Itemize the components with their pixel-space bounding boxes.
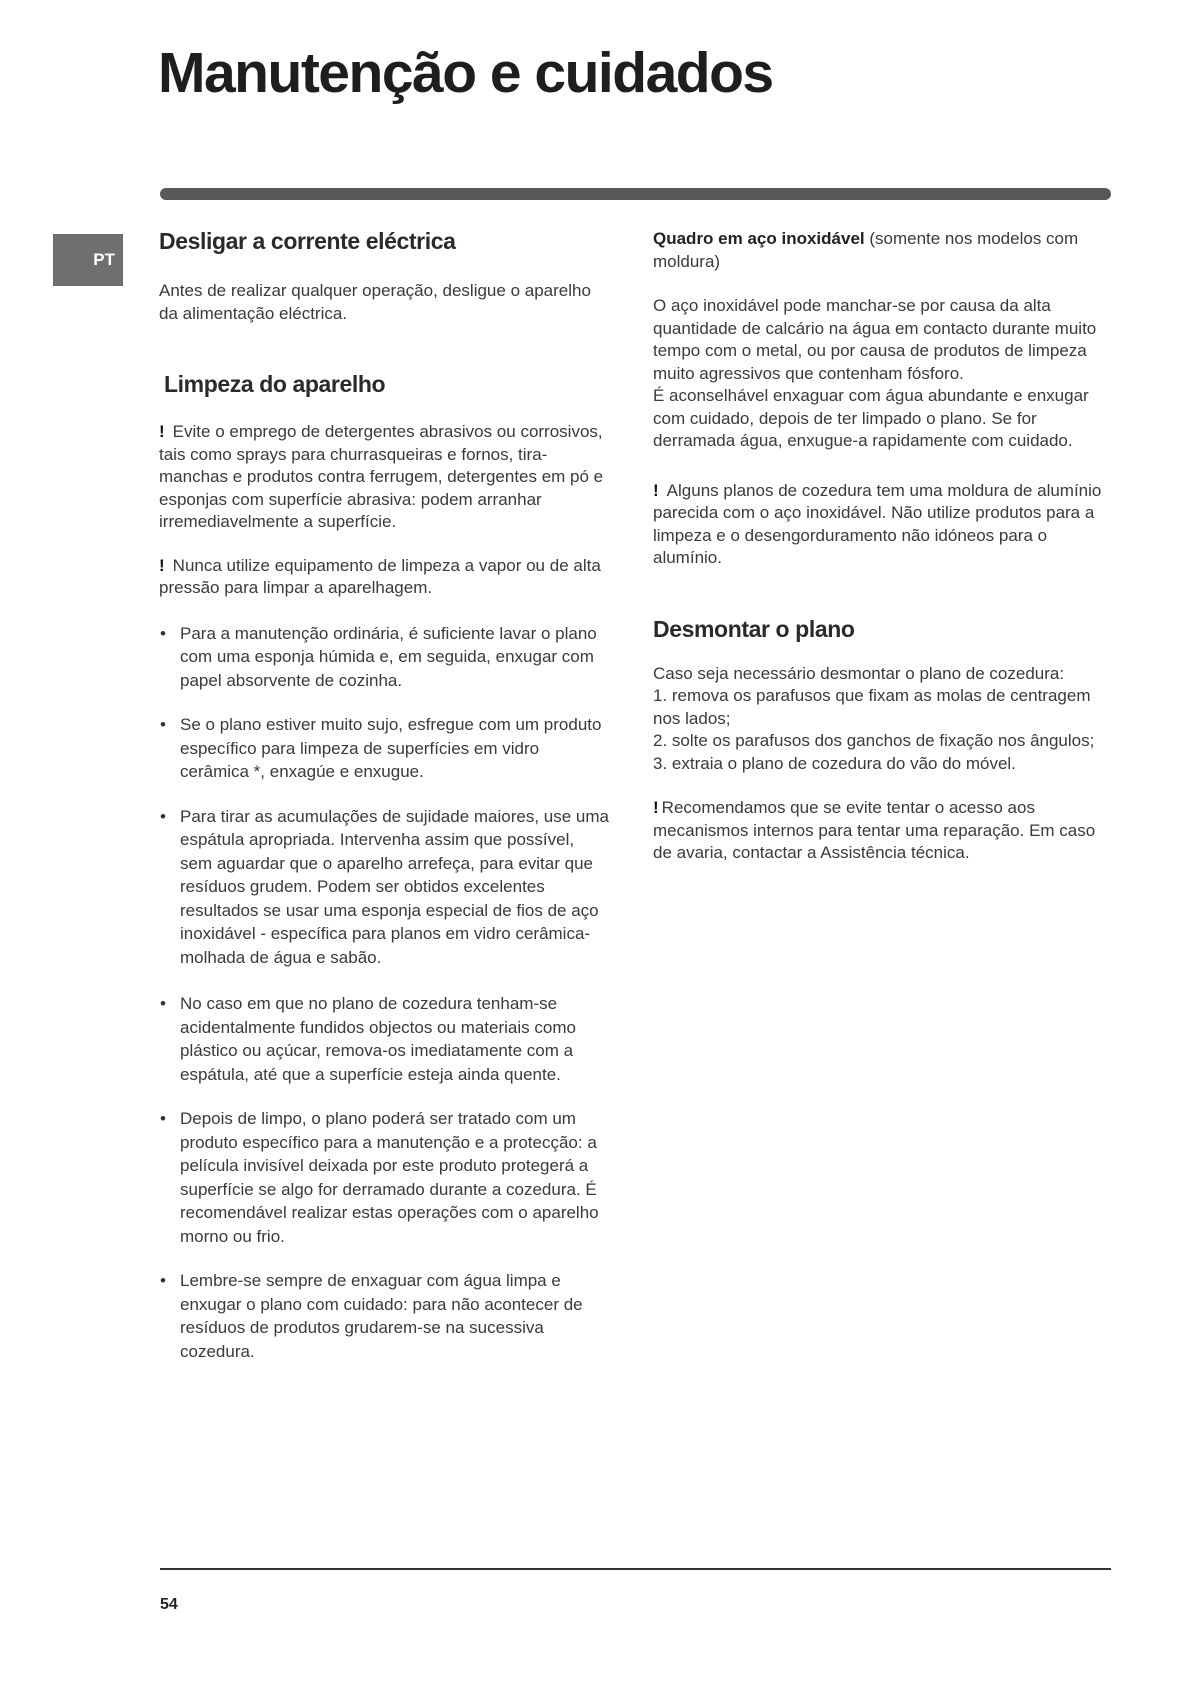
list-item-text: Para tirar as acumulações de sujidade maiores, use uma espátula apropriada. Intervenha assim que possível, sem aguardar que o aparelho arrefeça, para evitar que resíduos grudem. Podem ser obtidos excelentes resultados se usar uma esponja especial de fios de aço inoxidável - específica para planos em vidro cerâmica- molhada de água e sabão. bbox=[180, 806, 609, 967]
bullet-icon: • bbox=[160, 715, 166, 734]
warning-repair bbox=[653, 797, 1103, 865]
warning-abrasives-text: Evite o emprego de detergentes abrasivos ou corrosivos, tais como sprays para churrasqueiras e fornos, tira-manchas e produtos contra ferrugem, detergentes em pó e esponjas com superfície abrasiva: podem arranhar irremediavelmente a superfície. bbox=[159, 422, 604, 531]
list-item bbox=[159, 1269, 609, 1363]
section-heading-dismantle: Desmontar o plano bbox=[653, 615, 855, 642]
footer-rule bbox=[160, 1568, 1111, 1570]
warning-mark: ! bbox=[159, 422, 165, 441]
warning-repair-text: Recomendamos que se evite tentar o acesso aos mecanismos internos para tentar uma reparação. Em caso de avaria, contactar a Assistência técnica. bbox=[653, 798, 1096, 862]
warning-aluminium-text: Alguns planos de cozedura tem uma moldura de alumínio parecida com o aço inoxidável. Não utilize produtos para a limpeza e o desengorduramento não idóneos para o alumínio. bbox=[653, 480, 1102, 567]
stainless-frame-intro bbox=[653, 228, 1103, 273]
power-text: Antes de realizar qualquer operação, desligue o aparelho da alimentação eléctrica. bbox=[159, 281, 591, 323]
dismantle-step: 2. solte os parafusos dos ganchos de fixação nos ângulos; bbox=[653, 731, 1095, 750]
list-item-text: Lembre-se sempre de enxaguar com água limpa e enxugar o plano com cuidado: para não acontecer de resíduos de produtos grudarem-se na sucessiva cozedura. bbox=[180, 1271, 583, 1361]
stainless-paragraph-2: É aconselhável enxaguar com água abundante e enxugar com cuidado, depois de ter limpado o plano. Se for derramada água, enxugue-a rapidamente com cuidado. bbox=[653, 386, 1089, 450]
list-item-text: Para a manutenção ordinária, é suficiente lavar o plano com uma esponja húmida e, em seguida, enxugar com papel absorvente de cozinha. bbox=[180, 623, 597, 690]
warning-mark: ! bbox=[159, 555, 165, 575]
bullet-icon: • bbox=[160, 1109, 166, 1128]
list-item bbox=[159, 1107, 609, 1248]
warning-steam bbox=[159, 555, 609, 600]
warning-mark: ! bbox=[653, 480, 659, 500]
bullet-icon: • bbox=[160, 806, 166, 826]
warning-abrasives bbox=[159, 421, 609, 534]
section-heading-power: Desligar a corrente eléctrica bbox=[159, 228, 456, 254]
stainless-paragraph-1: O aço inoxidável pode manchar-se por causa da alta quantidade de calcário na água em contacto durante muito tempo com o metal, ou por causa de produtos de limpeza muito agressivos que contenham fósforo. bbox=[653, 296, 1097, 383]
bullet-icon: • bbox=[160, 1271, 166, 1290]
stainless-frame-heading: Quadro em aço inoxidável bbox=[653, 229, 865, 248]
list-item-text: Depois de limpo, o plano poderá ser tratado com um produto específico para a manutenção e a protecção: a película invisível deixada por este produto protegerá a superfície se algo for derramado durante a cozedura. É recomendável realizar estas operações com o aparelho morno ou frio. bbox=[180, 1109, 599, 1246]
list-item-text: No caso em que no plano de cozedura tenham-se acidentalmente fundidos objectos ou materiais como plástico ou açúcar, remova-os imediatamente com a espátula, até que a superfície esteja ainda quente. bbox=[180, 994, 576, 1084]
list-item bbox=[159, 992, 609, 1086]
list-item bbox=[159, 805, 609, 970]
warning-aluminium bbox=[653, 480, 1103, 570]
page-number: 54 bbox=[160, 1596, 178, 1613]
list-item bbox=[159, 713, 609, 784]
section-heading-cleaning: Limpeza do aparelho bbox=[164, 371, 386, 397]
bullet-icon: • bbox=[160, 994, 166, 1013]
dismantle-intro: Caso seja necessário desmontar o plano de cozedura: bbox=[653, 663, 1065, 683]
dismantle-step: 3. extraia o plano de cozedura do vão do móvel. bbox=[653, 753, 1016, 773]
dismantle-step: 1. remova os parafusos que fixam as molas de centragem nos lados; bbox=[653, 686, 1091, 728]
bullet-icon: • bbox=[160, 623, 166, 643]
header-rule bbox=[160, 188, 1111, 200]
page-title: Manutenção e cuidados bbox=[158, 41, 773, 105]
warning-mark: ! bbox=[653, 798, 659, 817]
cleaning-bullets bbox=[159, 622, 609, 1364]
list-item-text: Se o plano estiver muito sujo, esfregue com um produto específico para limpeza de superfícies em vidro cerâmica *, enxagúe e enxugue. bbox=[180, 715, 602, 781]
stainless-frame-note: (somente nos modelos com moldura) bbox=[653, 229, 1079, 271]
right-column bbox=[653, 228, 1103, 865]
warning-steam-text: Nunca utilize equipamento de limpeza a vapor ou de alta pressão para limpar a aparelhagem. bbox=[159, 555, 601, 597]
language-tab: PT bbox=[53, 234, 123, 286]
left-column bbox=[159, 226, 609, 1363]
list-item bbox=[159, 622, 609, 693]
